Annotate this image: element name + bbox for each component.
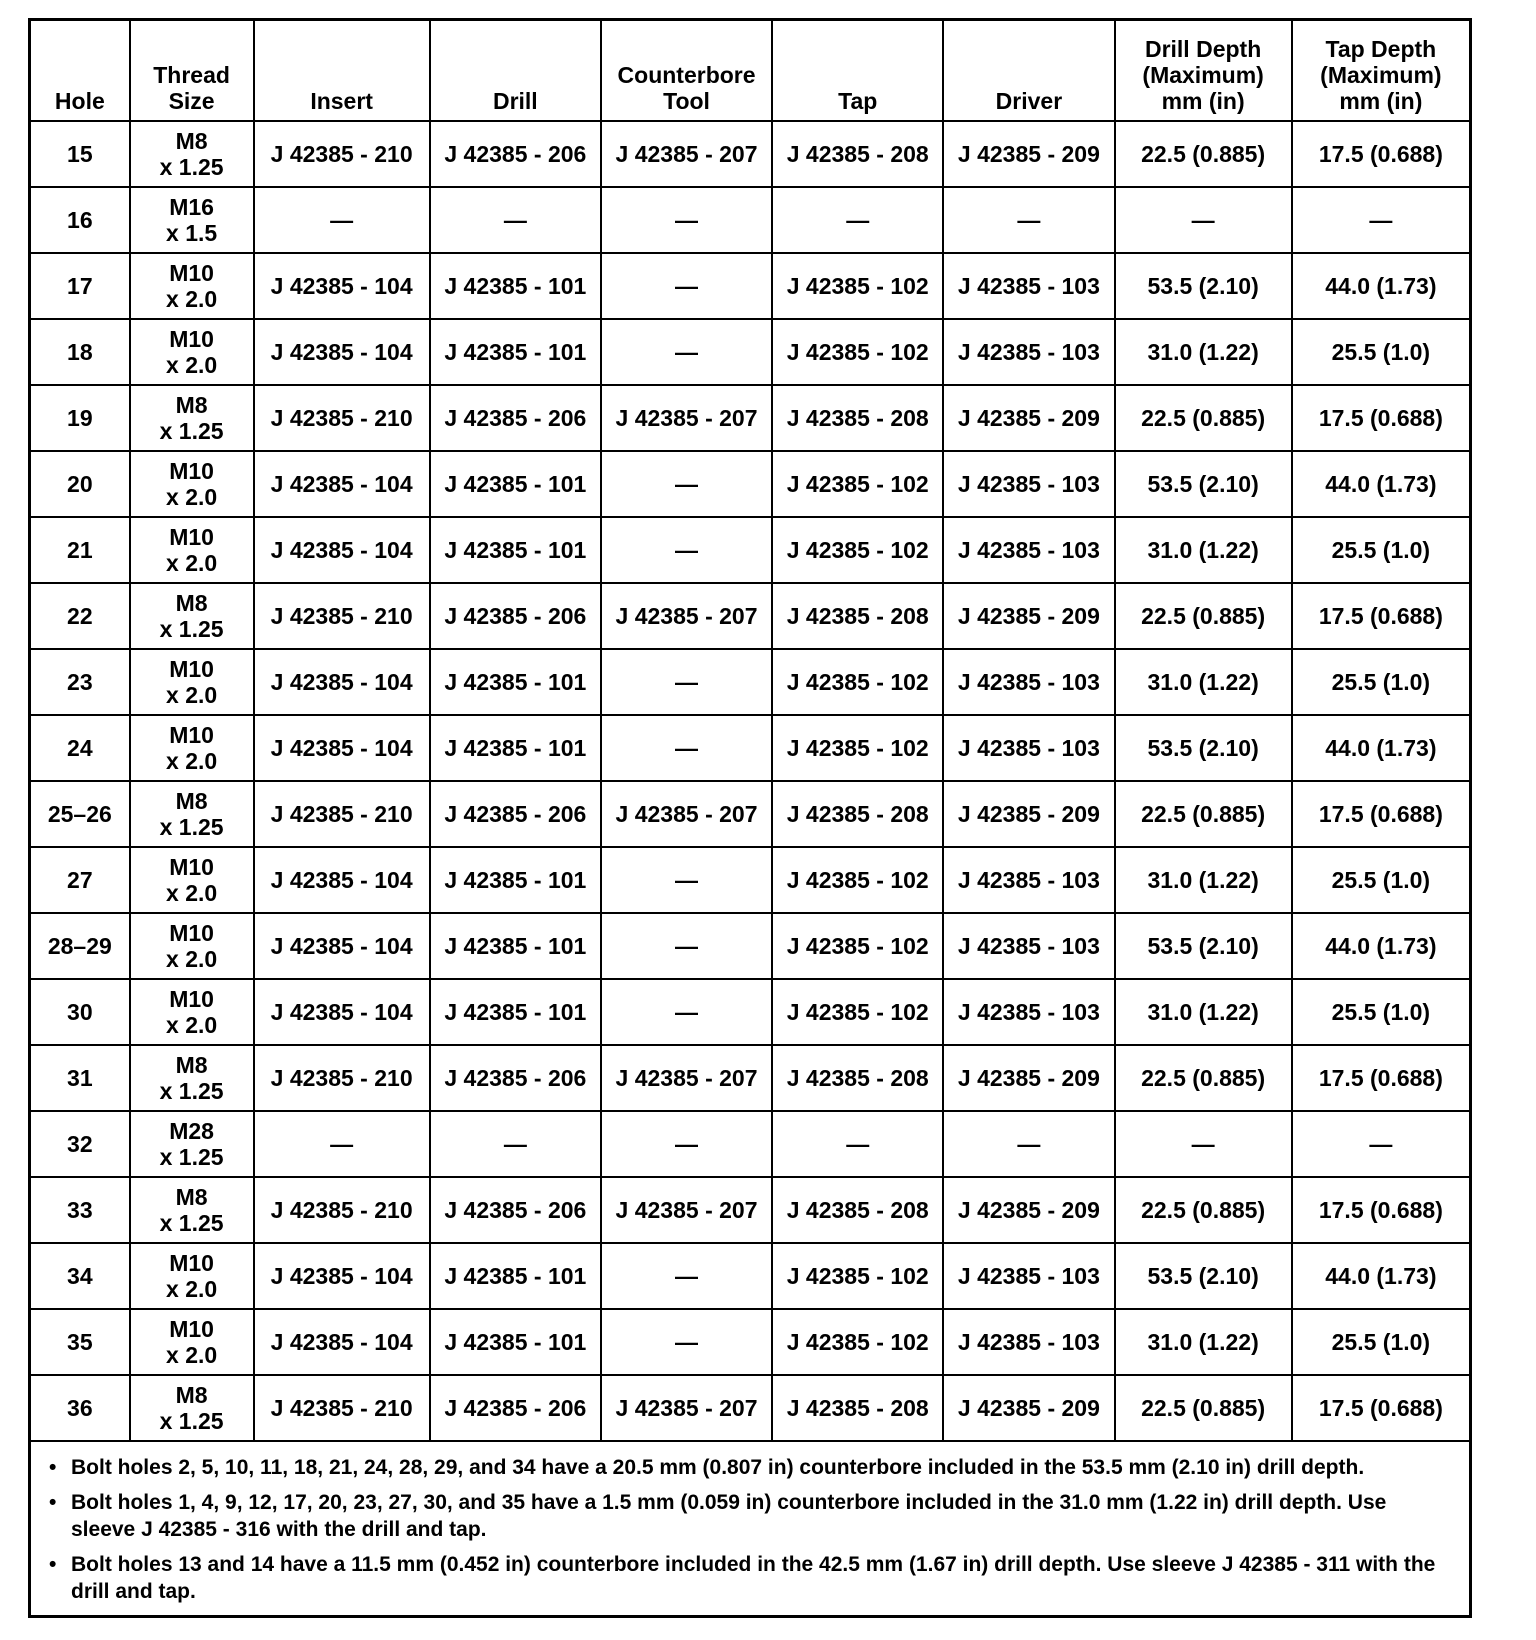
cell-counterbore-tool: — [601,715,772,781]
cell-tap-depth: 17.5 (0.688) [1292,385,1469,451]
table-row [31,319,1469,385]
cell-driver: — [943,187,1114,253]
cell-tap: J 42385 - 208 [772,781,943,847]
cell-drill-depth: 31.0 (1.22) [1115,319,1292,385]
cell-tap-depth: 25.5 (1.0) [1292,847,1469,913]
cell-insert: J 42385 - 104 [254,649,430,715]
cell-thread-size: M8 x 1.25 [130,1045,254,1111]
cell-thread-size: M8 x 1.25 [130,1375,254,1441]
cell-drill: J 42385 - 206 [430,781,601,847]
cell-insert: J 42385 - 104 [254,979,430,1045]
footnotes [31,1442,1469,1615]
cell-tap: — [772,187,943,253]
cell-driver: J 42385 - 209 [943,121,1114,187]
cell-driver: J 42385 - 103 [943,1243,1114,1309]
cell-hole: 25–26 [31,781,130,847]
cell-tap: J 42385 - 208 [772,385,943,451]
cell-drill: J 42385 - 206 [430,583,601,649]
cell-counterbore-tool: J 42385 - 207 [601,1045,772,1111]
cell-insert: J 42385 - 210 [254,121,430,187]
cell-counterbore-tool: — [601,319,772,385]
cell-tap: J 42385 - 102 [772,979,943,1045]
cell-hole: 15 [31,121,130,187]
col-header-tap-depth: Tap Depth (Maximum) mm (in) [1292,21,1469,121]
cell-tap: J 42385 - 208 [772,583,943,649]
footnote-text: Bolt holes 13 and 14 have a 11.5 mm (0.452 in) counterbore included in the 42.5 mm (1.67 in) drill depth. Use sleeve J 42385 - 311 with the drill and tap. [71,1553,1436,1603]
cell-driver: J 42385 - 103 [943,1309,1114,1375]
cell-insert: J 42385 - 104 [254,847,430,913]
table-row [31,1243,1469,1309]
cell-hole: 30 [31,979,130,1045]
cell-tap-depth: 25.5 (1.0) [1292,649,1469,715]
cell-tap: J 42385 - 102 [772,451,943,517]
cell-tap: J 42385 - 102 [772,517,943,583]
cell-thread-size: M8 x 1.25 [130,1177,254,1243]
table-row [31,649,1469,715]
cell-thread-size: M10 x 2.0 [130,913,254,979]
cell-tap-depth: 25.5 (1.0) [1292,517,1469,583]
table-row [31,385,1469,451]
bullet-icon: • [49,1553,57,1576]
cell-hole: 31 [31,1045,130,1111]
cell-drill: J 42385 - 101 [430,319,601,385]
cell-tap-depth: 25.5 (1.0) [1292,1309,1469,1375]
cell-hole: 33 [31,1177,130,1243]
cell-driver: J 42385 - 103 [943,253,1114,319]
cell-insert: J 42385 - 210 [254,1375,430,1441]
cell-tap-depth: — [1292,1111,1469,1177]
table-row [31,1111,1469,1177]
cell-drill: J 42385 - 101 [430,979,601,1045]
cell-tap-depth: 17.5 (0.688) [1292,583,1469,649]
cell-insert: J 42385 - 104 [254,715,430,781]
cell-drill-depth: 22.5 (0.885) [1115,781,1292,847]
cell-hole: 17 [31,253,130,319]
cell-thread-size: M10 x 2.0 [130,1243,254,1309]
cell-thread-size: M10 x 2.0 [130,517,254,583]
cell-drill: J 42385 - 101 [430,913,601,979]
cell-driver: J 42385 - 209 [943,385,1114,451]
cell-driver: J 42385 - 103 [943,649,1114,715]
cell-counterbore-tool: — [601,979,772,1045]
bullet-icon: • [49,1491,57,1514]
cell-tap-depth: 17.5 (0.688) [1292,121,1469,187]
cell-drill-depth: 22.5 (0.885) [1115,121,1292,187]
cell-drill-depth: 53.5 (2.10) [1115,715,1292,781]
table-row [31,715,1469,781]
cell-tap: J 42385 - 102 [772,847,943,913]
cell-counterbore-tool: J 42385 - 207 [601,121,772,187]
cell-driver: J 42385 - 103 [943,517,1114,583]
cell-counterbore-tool: — [601,1309,772,1375]
cell-insert: J 42385 - 104 [254,1309,430,1375]
table-row [31,979,1469,1045]
cell-hole: 32 [31,1111,130,1177]
cell-drill: J 42385 - 206 [430,385,601,451]
cell-counterbore-tool: — [601,847,772,913]
cell-drill-depth: 31.0 (1.22) [1115,1309,1292,1375]
cell-drill: J 42385 - 101 [430,451,601,517]
cell-drill: J 42385 - 101 [430,517,601,583]
footnote [49,1551,1455,1605]
cell-tap-depth: 25.5 (1.0) [1292,979,1469,1045]
cell-thread-size: M10 x 2.0 [130,715,254,781]
table-body [31,121,1469,1441]
cell-tap: J 42385 - 208 [772,1177,943,1243]
cell-counterbore-tool: — [601,517,772,583]
cell-tap-depth: 17.5 (0.688) [1292,1045,1469,1111]
col-header-driver: Driver [943,21,1114,121]
cell-drill-depth: 22.5 (0.885) [1115,1045,1292,1111]
col-header-thread-size: Thread Size [130,21,254,121]
table-row [31,583,1469,649]
cell-drill-depth: 22.5 (0.885) [1115,1177,1292,1243]
cell-tap: J 42385 - 102 [772,649,943,715]
table-row [31,781,1469,847]
cell-drill: J 42385 - 101 [430,1309,601,1375]
cell-counterbore-tool: — [601,253,772,319]
cell-insert: J 42385 - 104 [254,517,430,583]
cell-driver: J 42385 - 209 [943,1177,1114,1243]
table-row [31,1045,1469,1111]
cell-drill-depth: 31.0 (1.22) [1115,517,1292,583]
cell-tap: J 42385 - 102 [772,253,943,319]
cell-driver: J 42385 - 103 [943,715,1114,781]
cell-drill: J 42385 - 101 [430,649,601,715]
cell-tap-depth: 44.0 (1.73) [1292,913,1469,979]
cell-tap: J 42385 - 102 [772,319,943,385]
table-row [31,187,1469,253]
cell-hole: 22 [31,583,130,649]
cell-counterbore-tool: — [601,1243,772,1309]
cell-hole: 21 [31,517,130,583]
cell-hole: 36 [31,1375,130,1441]
cell-tap-depth: 44.0 (1.73) [1292,1243,1469,1309]
cell-insert: J 42385 - 104 [254,319,430,385]
cell-hole: 16 [31,187,130,253]
cell-tap-depth: 17.5 (0.688) [1292,1177,1469,1243]
cell-drill-depth: 31.0 (1.22) [1115,847,1292,913]
cell-counterbore-tool: — [601,649,772,715]
table-row [31,121,1469,187]
cell-counterbore-tool: J 42385 - 207 [601,1375,772,1441]
cell-insert: J 42385 - 210 [254,781,430,847]
bullet-icon: • [49,1456,57,1479]
cell-driver: J 42385 - 103 [943,913,1114,979]
cell-thread-size: M10 x 2.0 [130,451,254,517]
cell-drill: J 42385 - 206 [430,121,601,187]
cell-drill-depth: 22.5 (0.885) [1115,1375,1292,1441]
cell-tap: J 42385 - 102 [772,913,943,979]
cell-tap-depth: 44.0 (1.73) [1292,451,1469,517]
col-header-hole: Hole [31,21,130,121]
cell-counterbore-tool: — [601,913,772,979]
cell-drill-depth: 53.5 (2.10) [1115,1243,1292,1309]
tool-table [31,21,1469,1442]
cell-drill-depth: 53.5 (2.10) [1115,913,1292,979]
cell-thread-size: M8 x 1.25 [130,385,254,451]
col-header-counterbore-tool: Counterbore Tool [601,21,772,121]
cell-tap-depth: 44.0 (1.73) [1292,715,1469,781]
cell-tap-depth: 44.0 (1.73) [1292,253,1469,319]
cell-insert: — [254,187,430,253]
table-row [31,847,1469,913]
cell-tap: J 42385 - 208 [772,121,943,187]
table-row [31,253,1469,319]
cell-thread-size: M10 x 2.0 [130,979,254,1045]
cell-drill-depth: 53.5 (2.10) [1115,451,1292,517]
cell-drill: J 42385 - 206 [430,1177,601,1243]
cell-tap: J 42385 - 208 [772,1375,943,1441]
cell-insert: J 42385 - 104 [254,451,430,517]
cell-thread-size: M16 x 1.5 [130,187,254,253]
cell-hole: 24 [31,715,130,781]
cell-tap: — [772,1111,943,1177]
cell-tap-depth: 17.5 (0.688) [1292,1375,1469,1441]
cell-tap: J 42385 - 102 [772,715,943,781]
cell-hole: 18 [31,319,130,385]
cell-driver: J 42385 - 103 [943,319,1114,385]
cell-driver: J 42385 - 103 [943,979,1114,1045]
cell-driver: J 42385 - 209 [943,583,1114,649]
cell-counterbore-tool: — [601,187,772,253]
table-row [31,451,1469,517]
table-row [31,1309,1469,1375]
cell-hole: 34 [31,1243,130,1309]
tool-chart [28,18,1472,1618]
table-row [31,913,1469,979]
cell-tap-depth: 17.5 (0.688) [1292,781,1469,847]
footnote [49,1454,1455,1481]
cell-driver: J 42385 - 103 [943,451,1114,517]
cell-counterbore-tool: — [601,1111,772,1177]
cell-thread-size: M8 x 1.25 [130,781,254,847]
cell-thread-size: M10 x 2.0 [130,319,254,385]
cell-drill-depth: — [1115,1111,1292,1177]
col-header-tap: Tap [772,21,943,121]
cell-counterbore-tool: J 42385 - 207 [601,1177,772,1243]
cell-thread-size: M10 x 2.0 [130,847,254,913]
cell-tap: J 42385 - 102 [772,1243,943,1309]
table-row [31,517,1469,583]
cell-driver: J 42385 - 209 [943,1375,1114,1441]
cell-drill-depth: 31.0 (1.22) [1115,649,1292,715]
cell-driver: — [943,1111,1114,1177]
cell-driver: J 42385 - 209 [943,781,1114,847]
cell-drill: J 42385 - 101 [430,1243,601,1309]
cell-insert: J 42385 - 104 [254,253,430,319]
cell-driver: J 42385 - 209 [943,1045,1114,1111]
cell-insert: J 42385 - 210 [254,1045,430,1111]
cell-drill: J 42385 - 101 [430,847,601,913]
col-header-drill: Drill [430,21,601,121]
cell-thread-size: M10 x 2.0 [130,1309,254,1375]
cell-drill-depth: 22.5 (0.885) [1115,385,1292,451]
cell-drill-depth: 31.0 (1.22) [1115,979,1292,1045]
cell-thread-size: M10 x 2.0 [130,649,254,715]
cell-insert: — [254,1111,430,1177]
cell-hole: 28–29 [31,913,130,979]
cell-tap: J 42385 - 208 [772,1045,943,1111]
cell-thread-size: M10 x 2.0 [130,253,254,319]
cell-hole: 35 [31,1309,130,1375]
cell-counterbore-tool: J 42385 - 207 [601,385,772,451]
cell-hole: 23 [31,649,130,715]
table-row [31,1177,1469,1243]
cell-tap-depth: — [1292,187,1469,253]
cell-counterbore-tool: J 42385 - 207 [601,781,772,847]
cell-drill-depth: 22.5 (0.885) [1115,583,1292,649]
cell-drill: J 42385 - 101 [430,715,601,781]
cell-driver: J 42385 - 103 [943,847,1114,913]
cell-insert: J 42385 - 210 [254,1177,430,1243]
cell-counterbore-tool: — [601,451,772,517]
cell-thread-size: M28 x 1.25 [130,1111,254,1177]
footnote [49,1489,1455,1543]
footnote-text: Bolt holes 2, 5, 10, 11, 18, 21, 24, 28, 29, and 34 have a 20.5 mm (0.807 in) counterbore included in the 53.5 mm (2.10 in) drill depth. [71,1456,1365,1479]
cell-drill-depth: 53.5 (2.10) [1115,253,1292,319]
cell-insert: J 42385 - 210 [254,583,430,649]
cell-drill: — [430,187,601,253]
cell-insert: J 42385 - 210 [254,385,430,451]
col-header-insert: Insert [254,21,430,121]
cell-tap-depth: 25.5 (1.0) [1292,319,1469,385]
cell-thread-size: M8 x 1.25 [130,583,254,649]
cell-drill: — [430,1111,601,1177]
header-row [31,21,1469,121]
cell-counterbore-tool: J 42385 - 207 [601,583,772,649]
cell-thread-size: M8 x 1.25 [130,121,254,187]
cell-drill-depth: — [1115,187,1292,253]
cell-hole: 20 [31,451,130,517]
table-row [31,1375,1469,1441]
col-header-drill-depth: Drill Depth (Maximum) mm (in) [1115,21,1292,121]
cell-hole: 27 [31,847,130,913]
cell-hole: 19 [31,385,130,451]
cell-insert: J 42385 - 104 [254,913,430,979]
footnote-text: Bolt holes 1, 4, 9, 12, 17, 20, 23, 27, 30, and 35 have a 1.5 mm (0.059 in) counterbore included in the 31.0 mm (1.22 in) drill depth. Use sleeve J 42385 - 316 with the drill and tap. [71,1491,1387,1541]
cell-drill: J 42385 - 101 [430,253,601,319]
cell-drill: J 42385 - 206 [430,1045,601,1111]
cell-tap: J 42385 - 102 [772,1309,943,1375]
cell-drill: J 42385 - 206 [430,1375,601,1441]
cell-insert: J 42385 - 104 [254,1243,430,1309]
